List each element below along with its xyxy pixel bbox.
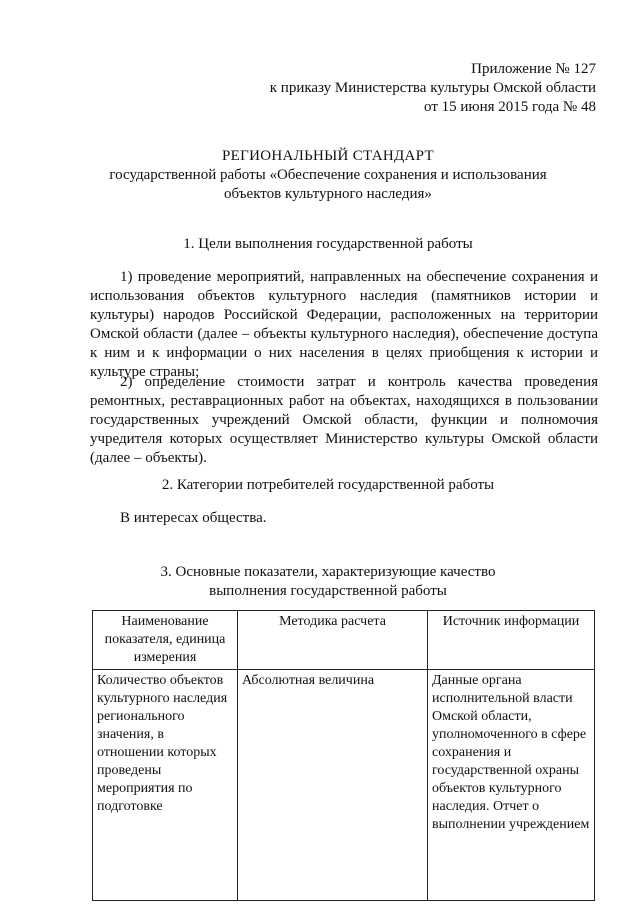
table-cell-method: Абсолютная величина (238, 670, 428, 901)
section-1-paragraph-1: 1) проведение мероприятий, направленных на обеспечение сохранения и использования объектов культурного наследия (памятников истории и культуры) народов Российской Федерации, расположенных на территории Омской области (далее – объекты культурного наследия), обеспечение доступа к ним и к информации о них населения в целях приобщения к истории и культуре страны; (90, 269, 598, 380)
indicators-table (92, 610, 595, 901)
table-header-indicator: Наименование показателя, единица измерения (93, 611, 238, 670)
section-3-heading (60, 563, 596, 601)
appendix-block (270, 60, 596, 117)
section-3-heading-line1: 3. Основные показатели, характеризующие качество (160, 564, 496, 580)
document-title: РЕГИОНАЛЬНЫЙ СТАНДАРТ (222, 148, 434, 164)
section-3-heading-line2: выполнения государственной работы (209, 583, 447, 599)
table-header-source: Источник информации (428, 611, 595, 670)
document-subtitle-line1: государственной работы «Обеспечение сохранения и использования (109, 167, 547, 183)
appendix-number: Приложение № 127 (471, 61, 596, 77)
table-header-row (93, 611, 595, 670)
table-cell-source: Данные органа исполнительной власти Омской области, уполномоченного в сфере сохранения и государственной охраны объектов культурного наследия. Отчет о выполнении учреждением (428, 670, 595, 901)
section-2-heading: 2. Категории потребителей государственной работы (161, 477, 495, 493)
appendix-date: от 15 июня 2015 года № 48 (424, 99, 596, 115)
section-2-paragraph: В интересах общества. (120, 510, 267, 526)
table-row (93, 670, 595, 901)
appendix-order: к приказу Министерства культуры Омской области (269, 80, 596, 96)
section-1-paragraph-2: 2) определение стоимости затрат и контроль качества проведения ремонтных, реставрационных работ на объектах, находящихся в пользовании государственных учреждений Омской области, функции и полномочия учредителя которых осуществляет Министерство культуры Омской области (далее – объекты). (90, 374, 598, 466)
table-cell-indicator: Количество объектов культурного наследия регионального значения, в отношении которых проведены мероприятия по подготовке (93, 670, 238, 901)
document-subtitle-line2: объектов культурного наследия» (224, 186, 432, 202)
table-header-method: Методика расчета (238, 611, 428, 670)
section-1-heading: 1. Цели выполнения государственной работы (183, 236, 473, 252)
document-title-block (60, 147, 596, 204)
